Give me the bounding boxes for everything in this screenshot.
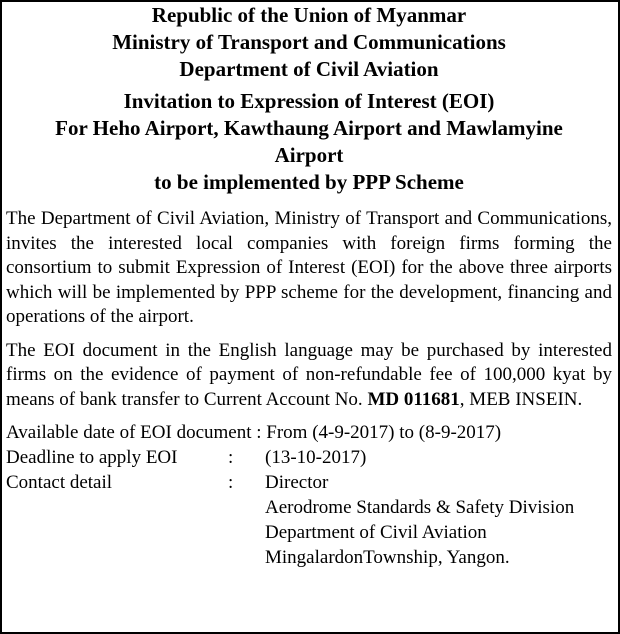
account-number: MD 011681 <box>367 388 460 410</box>
title-line-3: Airport <box>274 143 344 167</box>
contact-location: MingalardonTownship, Yangon. <box>265 547 510 568</box>
contact-label: Contact detail <box>6 472 113 493</box>
contact-row <box>6 470 612 495</box>
notice-header <box>6 2 612 83</box>
contact-colon: : <box>228 472 234 493</box>
bank-name: , MEB INSEIN. <box>459 388 583 410</box>
purchase-text: The EOI document in the English language may be purchased by interested firms on the evidence of payment of non-refundable fee of 100,000 kyat by means of bank transfer to Current Account No. <box>6 339 612 410</box>
deadline-colon: : <box>228 447 234 468</box>
contact-address <box>6 495 612 570</box>
contact-title: Director <box>265 472 329 493</box>
title-line-4: to be implemented by PPP Scheme <box>154 170 464 194</box>
country-name: Republic of the Union of Myanmar <box>151 3 467 27</box>
contact-division: Aerodrome Standards & Safety Division <box>265 497 575 518</box>
contact-department: Department of Civil Aviation <box>265 522 487 543</box>
deadline-row <box>6 445 612 470</box>
notice-title <box>6 88 612 196</box>
title-line-2: For Heho Airport, Kawthaung Airport and Mawlamyine <box>55 116 563 140</box>
notice-details <box>6 420 612 570</box>
deadline-value: (13-10-2017) <box>265 447 367 468</box>
purchase-paragraph <box>6 339 612 413</box>
department-name: Department of Civil Aviation <box>179 57 439 81</box>
available-date: Available date of EOI document : From (4-9-2017) to (8-9-2017) <box>6 422 502 443</box>
deadline-label: Deadline to apply EOI <box>6 447 178 468</box>
invitation-paragraph: The Department of Civil Aviation, Ministry of Transport and Communications, invites the interested local companies with foreign firms forming the consortium to submit Expression of Interest (EOI) for the above three airports which will be implemented by PPP scheme for the development, financing and operations of the airport. <box>6 208 612 327</box>
title-line-1: Invitation to Expression of Interest (EOI) <box>123 89 495 113</box>
ministry-name: Ministry of Transport and Communications <box>112 30 506 54</box>
